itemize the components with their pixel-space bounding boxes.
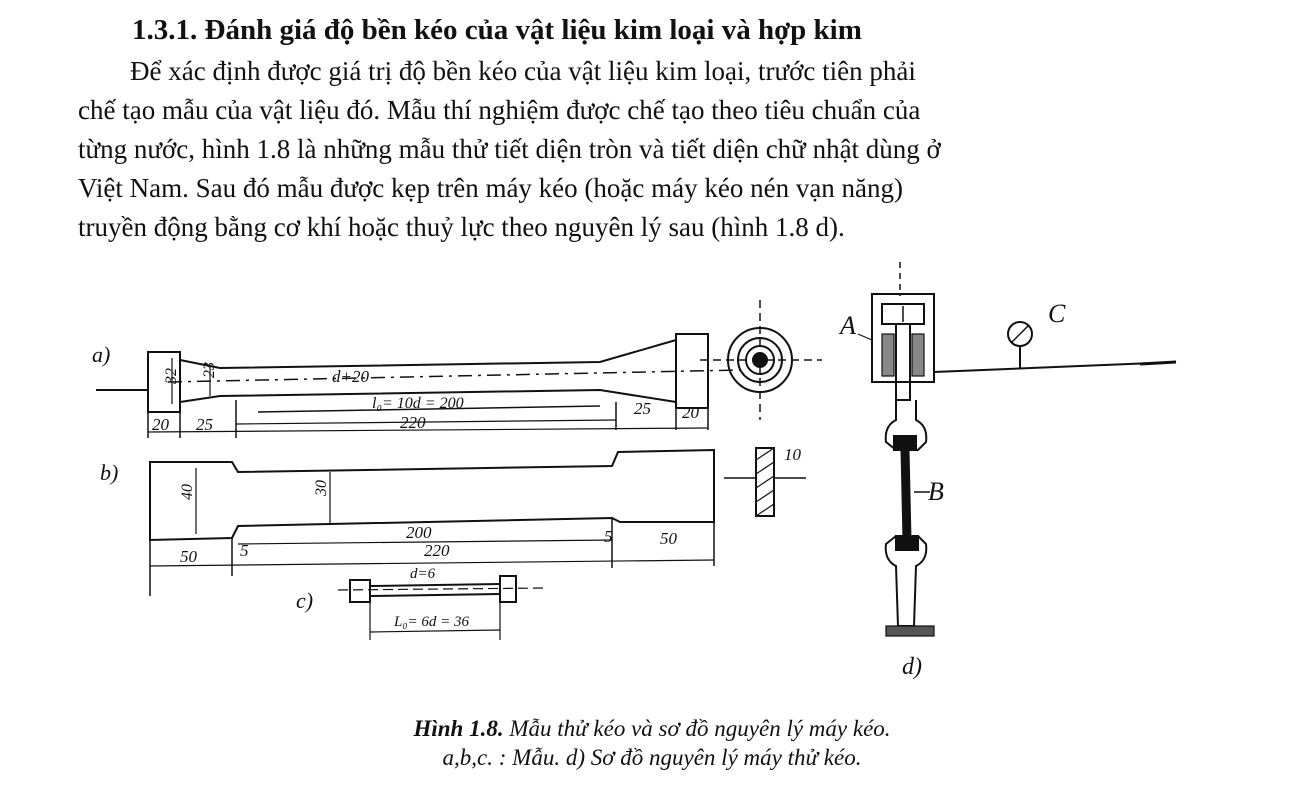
paragraph-line: Việt Nam. Sau đó mẫu được kẹp trên máy kéo (hoặc máy kéo nén vạn năng) — [78, 173, 904, 203]
figure-caption-line-1 — [0, 716, 1304, 742]
dim-25-left: 25 — [196, 415, 213, 434]
figure-caption-line-2: a,b,c. : Mẫu. d) Sơ đồ nguyên lý máy thử kéo. — [442, 745, 862, 770]
dim-50-left: 50 — [180, 547, 197, 566]
dim-5-left: 5 — [240, 541, 249, 560]
part-c-label: c) — [296, 588, 314, 613]
dim-d6: d=6 — [410, 566, 436, 582]
section-heading: 1.3.1. Đánh giá độ bền kéo của vật liệu kim loại và hợp kim — [132, 14, 862, 46]
label-a: A — [840, 311, 856, 340]
specimen-b-drawing — [150, 448, 806, 596]
figure-caption-text: Mẫu thử kéo và sơ đồ nguyên lý máy kéo. — [509, 716, 891, 741]
part-d-label: d) — [902, 654, 922, 680]
label-b: B — [928, 477, 944, 506]
part-a-label: a) — [92, 342, 111, 367]
dim-l0-200: l₀= 10d = 200 — [372, 395, 464, 412]
dim-l0-36: L₀= 6d = 36 — [394, 614, 470, 630]
dim-d-plus-20: d+20 — [332, 367, 369, 386]
dim-10: 10 — [784, 445, 801, 464]
paragraph-line: chế tạo mẫu của vật liệu đó. Mẫu thí nghiệm được chế tạo theo tiêu chuẩn của — [78, 95, 921, 125]
specimen-c-drawing — [338, 576, 546, 640]
dim-220-b: 220 — [424, 541, 450, 560]
dim-32: 32 — [163, 368, 180, 384]
dim-25-right: 25 — [634, 399, 651, 418]
dim-20-left: 20 — [152, 415, 169, 434]
label-c: C — [1048, 299, 1066, 328]
dim-200-b: 200 — [406, 523, 432, 542]
part-b-label: b) — [100, 460, 119, 485]
dim-220-a: 220 — [400, 413, 426, 432]
dim-50-right: 50 — [660, 529, 677, 548]
paragraph-line: Để xác định được giá trị độ bền kéo của vật liệu kim loại, trước tiên phải — [130, 56, 916, 86]
paragraph-line: từng nước, hình 1.8 là những mẫu thử tiết diện tròn và tiết diện chữ nhật dùng ở — [78, 134, 941, 164]
dim-5-right: 5 — [604, 527, 613, 546]
dim-40: 40 — [179, 484, 196, 500]
dim-30: 30 — [313, 480, 330, 496]
dim-23: 23 — [201, 362, 218, 378]
paragraph-line: truyền động bằng cơ khí hoặc thuỷ lực theo nguyên lý sau (hình 1.8 d). — [78, 212, 845, 242]
machine-schematic — [858, 262, 1176, 636]
dim-20-right: 20 — [682, 403, 699, 422]
figure-caption-title: Hình 1.8. — [413, 716, 504, 741]
